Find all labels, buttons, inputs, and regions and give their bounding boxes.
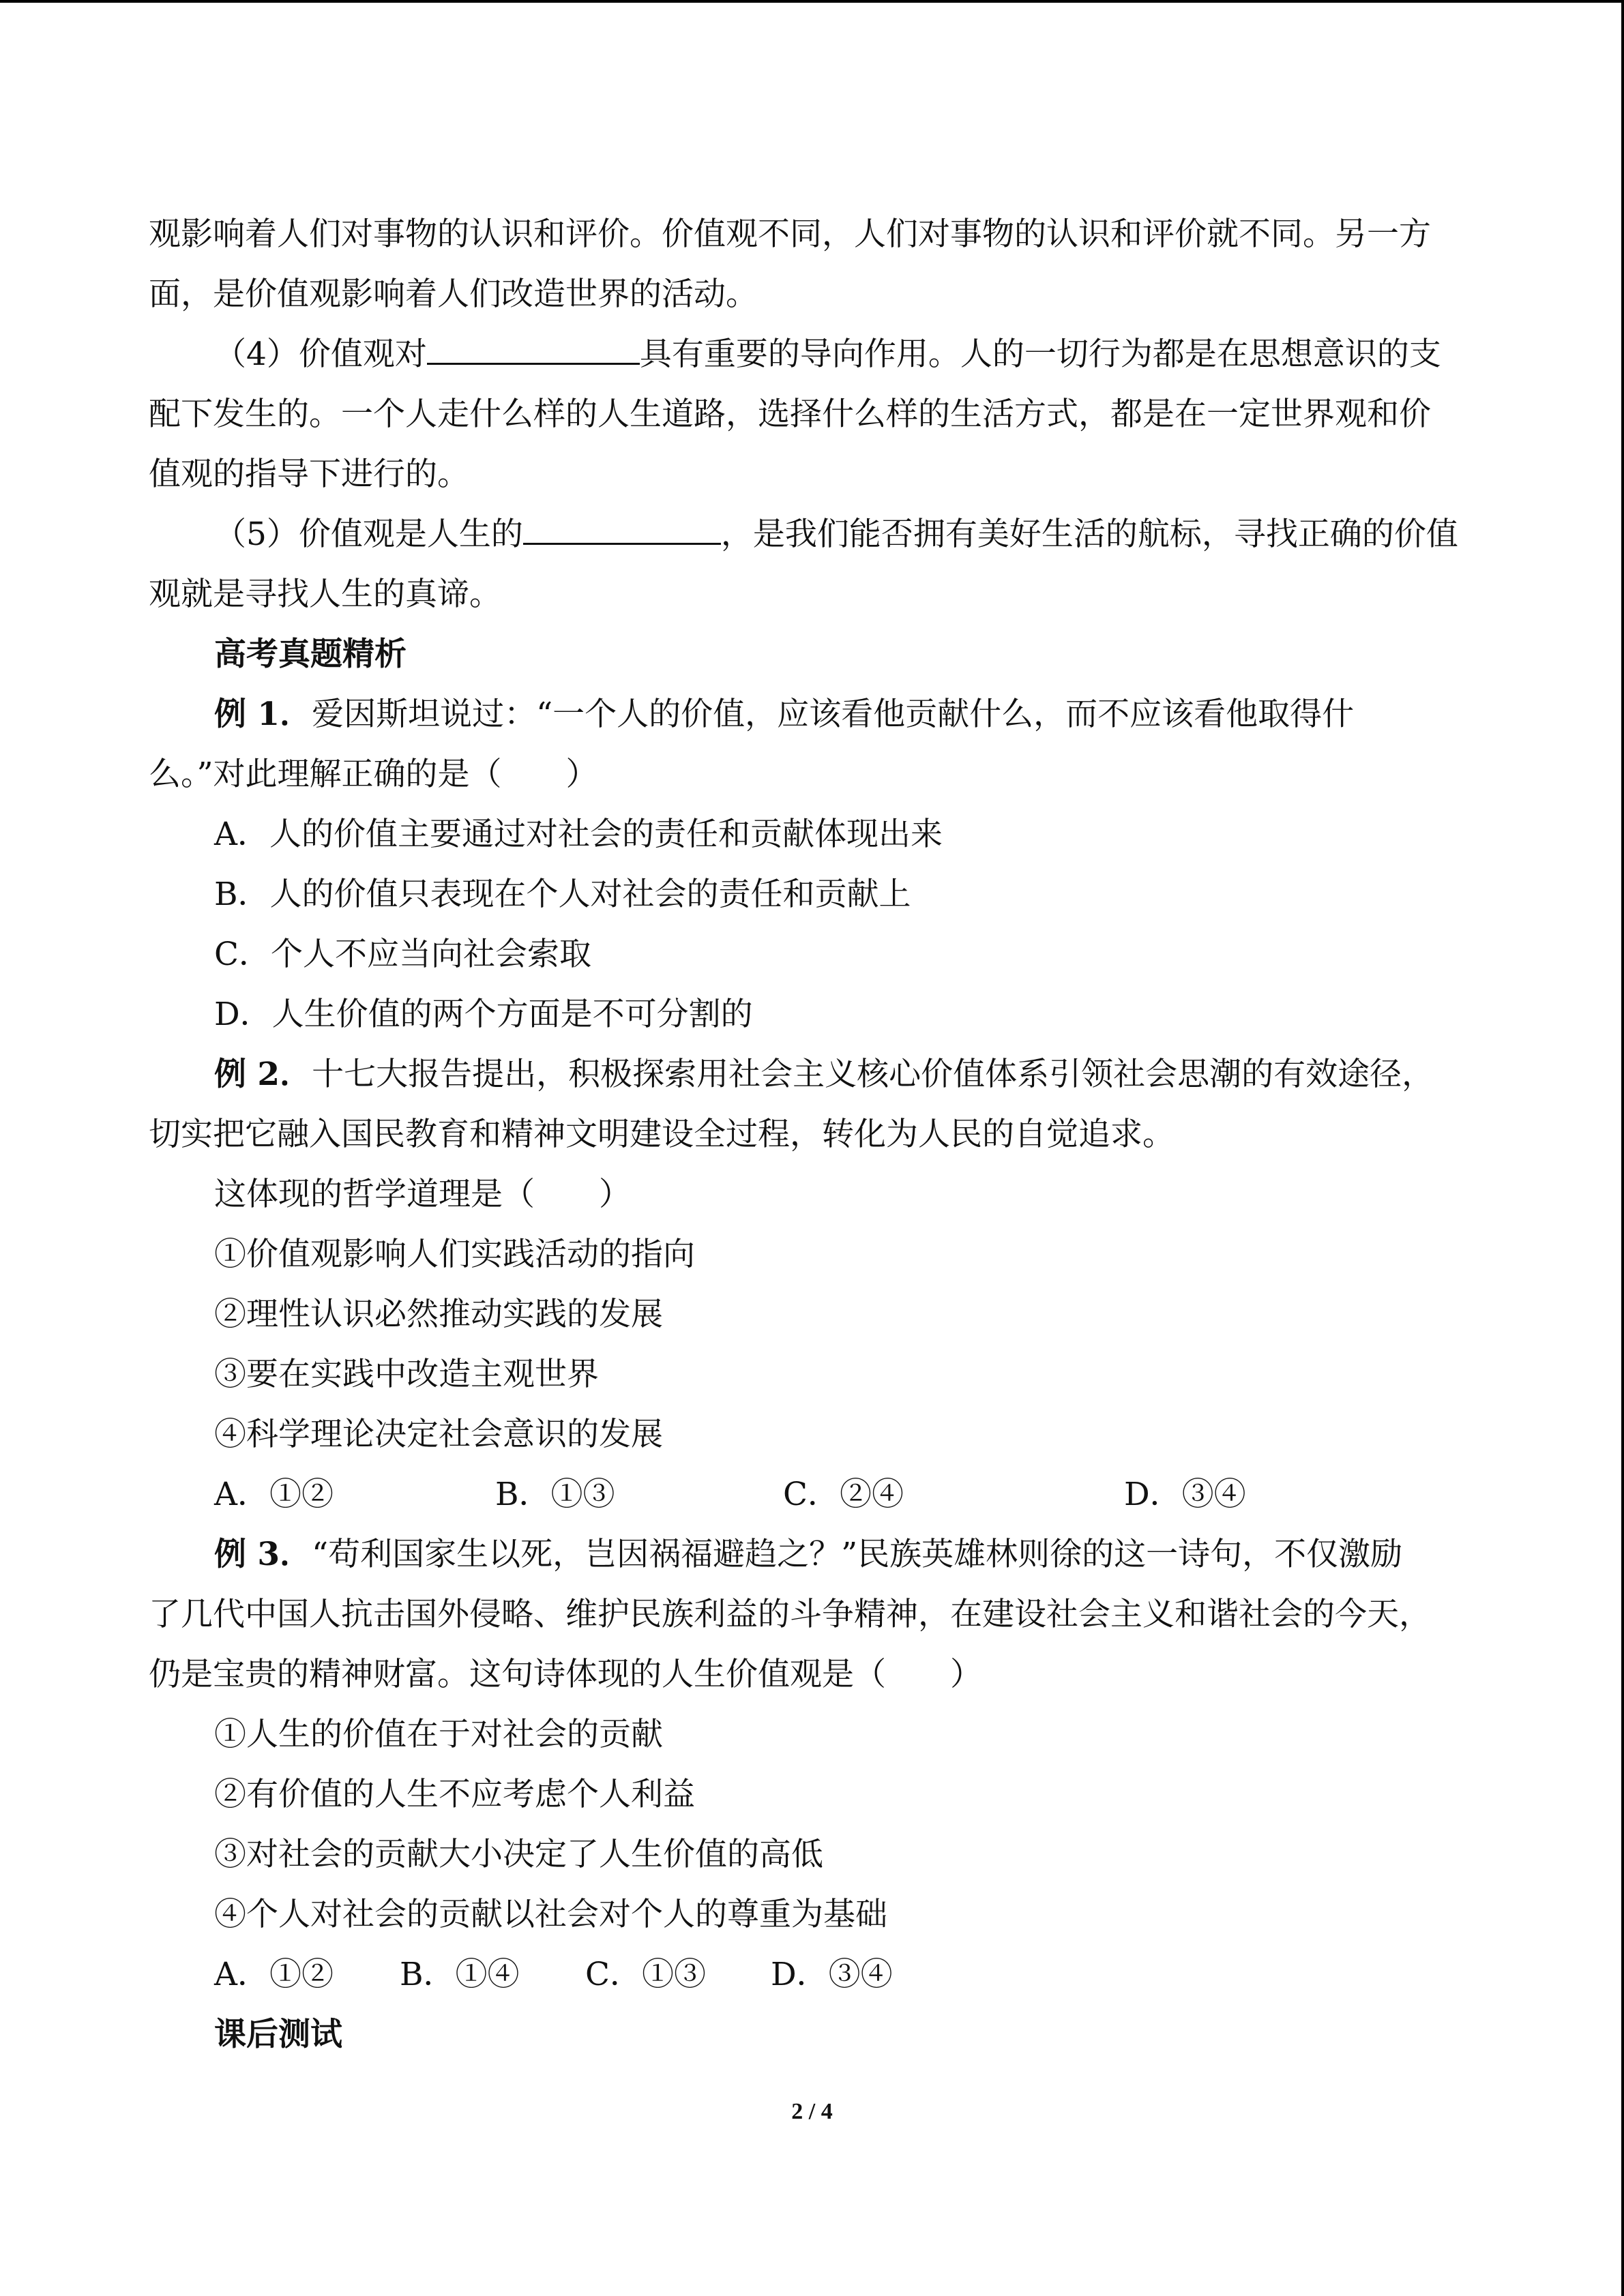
page-border-right xyxy=(1621,0,1624,2296)
text-line: 观就是寻找人生的真谛。 xyxy=(149,576,501,613)
fill-blank-line-5 xyxy=(149,505,1479,565)
option-c: C．②④ xyxy=(783,1476,904,1513)
statement-item: ①价值观影响人们实践活动的指向 xyxy=(214,1236,695,1273)
statement-item: ④个人对社会的贡献以社会对个人的尊重为基础 xyxy=(214,1896,887,1933)
example-1-stem xyxy=(149,685,1479,745)
option-a: A．①② xyxy=(214,1476,334,1513)
text-line: 观影响着人们对事物的认识和评价。价值观不同，人们对事物的认识和评价就不同。另一方 xyxy=(149,215,1431,253)
line-prefix: （5）价值观是人生的 xyxy=(214,516,523,553)
example-2-stem xyxy=(149,1045,1479,1105)
document-body xyxy=(149,205,1479,2065)
example-1-stem-cont: 么。”对此理解正确的是（ ） xyxy=(149,756,598,793)
example-3-stem-cont: 仍是宝贵的精神财富。这句诗体现的人生价值观是（ ） xyxy=(149,1656,982,1693)
line-suffix: ，是我们能否拥有美好生活的航标，寻找正确的价值 xyxy=(720,516,1458,553)
option-c: C．个人不应当向社会索取 xyxy=(214,936,591,973)
example-label: 例 1． xyxy=(214,696,312,733)
statement-item: ③要在实践中改造主观世界 xyxy=(214,1356,599,1393)
section-heading: 课后测试 xyxy=(214,2016,342,2053)
statement-item: ④科学理论决定社会意识的发展 xyxy=(214,1416,663,1453)
page-border-top xyxy=(0,0,1624,3)
options-row xyxy=(149,1945,1479,2005)
line-prefix: （4）价值观对 xyxy=(214,336,427,373)
line-suffix: 具有重要的导向作用。人的一切行为都是在思想意识的支 xyxy=(639,336,1441,373)
option-d: D．③④ xyxy=(771,1956,893,1993)
example-3-stem-cont: 了几代中国人抗击国外侵略、维护民族利益的斗争精神，在建设社会主义和谐社会的今天， xyxy=(149,1596,1431,1633)
option-a: A．①② xyxy=(214,1956,334,1993)
option-d: D．③④ xyxy=(1124,1476,1246,1513)
example-text: 爱因斯坦说过：“一个人的价值，应该看他贡献什么，而不应该看他取得什 xyxy=(312,696,1355,733)
statement-item: ②理性认识必然推动实践的发展 xyxy=(214,1296,663,1333)
example-2-question: 这体现的哲学道理是（ ） xyxy=(214,1176,631,1213)
answer-blank-4[interactable] xyxy=(427,327,640,365)
text-line: 面，是价值观影响着人们改造世界的活动。 xyxy=(149,275,758,313)
option-b: B．人的价值只表现在个人对社会的责任和贡献上 xyxy=(214,876,911,913)
section-heading: 高考真题精析 xyxy=(214,636,407,673)
example-2-stem-cont: 切实把它融入国民教育和精神文明建设全过程，转化为人民的自觉追求。 xyxy=(149,1116,1175,1153)
option-a: A．人的价值主要通过对社会的责任和贡献体现出来 xyxy=(214,816,943,853)
statement-item: ②有价值的人生不应考虑个人利益 xyxy=(214,1776,695,1813)
fill-blank-line-4 xyxy=(149,325,1479,385)
option-b: B．①③ xyxy=(495,1476,615,1513)
statement-item: ①人生的价值在于对社会的贡献 xyxy=(214,1716,663,1753)
example-text: “苟利国家生以死，岂因祸福避趋之？”民族英雄林则徐的这一诗句，不仅激励 xyxy=(312,1536,1403,1573)
statement-item: ③对社会的贡献大小决定了人生价值的高低 xyxy=(214,1836,823,1873)
example-3-stem xyxy=(149,1525,1479,1585)
example-label: 例 2． xyxy=(214,1056,312,1093)
text-line: 配下发生的。一个人走什么样的人生道路，选择什么样的生活方式，都是在一定世界观和价 xyxy=(149,396,1431,433)
options-row xyxy=(149,1465,1479,1525)
option-d: D．人生价值的两个方面是不可分割的 xyxy=(214,996,753,1033)
option-c: C．①③ xyxy=(585,1956,706,1993)
answer-blank-5[interactable] xyxy=(523,507,721,545)
text-line: 值观的指导下进行的。 xyxy=(149,456,469,493)
example-text: 十七大报告提出，积极探索用社会主义核心价值体系引领社会思潮的有效途径， xyxy=(312,1056,1434,1093)
example-label: 例 3． xyxy=(214,1536,312,1573)
option-b: B．①④ xyxy=(400,1956,520,1993)
page-number: 2 / 4 xyxy=(791,2099,833,2124)
